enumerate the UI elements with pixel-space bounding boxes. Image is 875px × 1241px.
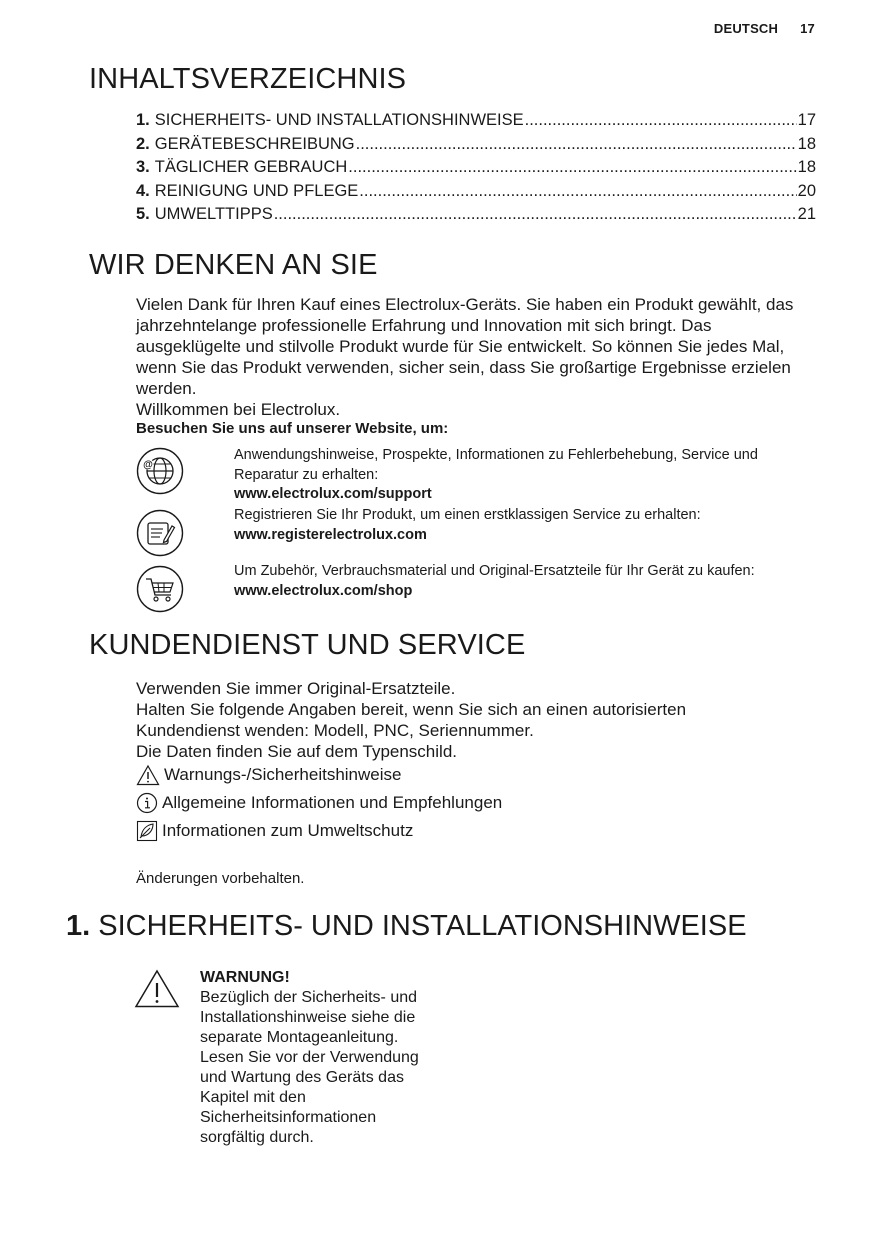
service-title: KUNDENDIENST UND SERVICE — [89, 629, 526, 661]
visit-heading: Besuchen Sie uns auf unserer Website, um: — [136, 420, 449, 437]
warning-triangle-icon — [136, 764, 160, 786]
shopping-cart-icon — [136, 565, 184, 613]
legend-info-label: Allgemeine Informationen und Empfehlungen — [162, 793, 503, 812]
warning-title: WARNUNG! — [200, 969, 290, 986]
warning-text: Bezüglich der Sicherheits- und Installationshinweise siehe die separate Montageanleitung. Lesen Sie vor der Verwendung und Wartung des Geräts das Kapitel mit den Sicherheitsinformationen sorgfältig durch. — [200, 989, 419, 1146]
toc-item[interactable] — [136, 182, 816, 206]
legend-warning — [136, 764, 401, 786]
safety-title — [66, 910, 747, 943]
service-body — [136, 678, 776, 762]
toc-item-number: 4. — [136, 181, 150, 200]
warning-box — [200, 968, 440, 1148]
toc-item-label: TÄGLICHER GEBRAUCH — [154, 158, 348, 176]
toc-leader-dots — [525, 111, 797, 130]
toc-item-number: 1. — [136, 111, 150, 129]
warning-triangle-icon — [133, 968, 181, 1010]
toc-item[interactable] — [136, 135, 816, 159]
shop-link-text-block — [234, 562, 814, 601]
support-description: Anwendungshinweise, Prospekte, Informationen zu Fehlerbehebung, Service und Reparatur zu erhalten: — [234, 447, 758, 483]
service-line: Halten Sie folgende Angaben bereit, wenn Sie sich an einen autorisierten Kundendienst wenden: Modell, PNC, Seriennummer. — [136, 700, 687, 740]
welcome-line: Willkommen bei Electrolux. — [136, 400, 341, 419]
safety-number: 1. — [66, 910, 91, 942]
register-description: Registrieren Sie Ihr Produkt, um einen erstklassigen Service zu erhalten: — [234, 507, 701, 523]
toc-leader-dots — [274, 205, 797, 224]
toc-item-label: UMWELTTIPPS — [154, 205, 273, 223]
legend-info — [136, 792, 502, 814]
toc-item-page: 18 — [797, 158, 816, 176]
register-url-link[interactable]: www.registerelectrolux.com — [234, 526, 427, 543]
legend-warning-label: Warnungs-/Sicherheitshinweise — [164, 765, 402, 784]
register-product-icon — [136, 509, 184, 557]
header-language: DEUTSCH — [713, 21, 779, 36]
welcome-title: WIR DENKEN AN SIE — [89, 249, 378, 281]
header-page-number: 17 — [800, 21, 815, 36]
welcome-body — [136, 294, 796, 420]
toc-leader-dots — [348, 158, 796, 177]
toc-leader-dots — [359, 182, 796, 201]
toc-item-label: GERÄTEBESCHREIBUNG — [154, 134, 355, 153]
toc-item[interactable] — [136, 111, 816, 135]
toc-title: INHALTSVERZEICHNIS — [89, 63, 407, 95]
info-icon — [136, 792, 158, 814]
toc-item-page: 21 — [797, 205, 816, 223]
legend-environment — [136, 820, 413, 842]
shop-description: Um Zubehör, Verbrauchsmaterial und Original-Ersatzteile für Ihr Gerät zu kaufen: — [234, 563, 755, 579]
svg-text:@: @ — [143, 459, 153, 471]
changes-note: Änderungen vorbehalten. — [136, 870, 305, 887]
support-link-text-block — [234, 446, 814, 505]
service-line: Verwenden Sie immer Original-Ersatzteile. — [136, 679, 456, 698]
legend-environment-label: Informationen zum Umweltschutz — [162, 821, 414, 840]
toc-item-label: SICHERHEITS- UND INSTALLATIONSHINWEISE — [154, 111, 524, 129]
welcome-paragraph: Vielen Dank für Ihren Kauf eines Electrolux-Geräts. Sie haben ein Produkt gewählt, das jahrzehntelange professionelle Erfahrung und Innovation mit sich bringt. Das ausgeklügelte und stilvolle Produkt wurde für Sie entwickelt. So können Sie jedes Mal, wenn Sie das Produkt verwenden, sicher sein, dass Sie großartige Ergebnisse erzielen werden. — [136, 295, 794, 398]
toc-leader-dots — [356, 135, 797, 154]
toc-item-page: 17 — [797, 111, 816, 129]
toc-item-label: REINIGUNG UND PFLEGE — [154, 181, 359, 200]
support-url-link[interactable]: www.electrolux.com/support — [234, 486, 432, 502]
web-globe-icon — [136, 447, 184, 495]
toc-item-number: 2. — [136, 134, 150, 153]
toc-item-number: 5. — [136, 205, 150, 223]
service-line: Die Daten finden Sie auf dem Typenschild. — [136, 742, 457, 761]
toc-item-page: 18 — [797, 134, 816, 153]
toc-item-number: 3. — [136, 158, 150, 176]
safety-title-text: SICHERHEITS- UND INSTALLATIONSHINWEISE — [98, 910, 747, 942]
page-header — [714, 21, 815, 36]
toc-item-page: 20 — [797, 181, 816, 200]
register-link-text-block — [234, 506, 814, 545]
leaf-icon — [136, 820, 158, 842]
shop-url-link[interactable]: www.electrolux.com/shop — [234, 582, 413, 599]
toc-item[interactable] — [136, 158, 816, 182]
table-of-contents — [136, 111, 816, 229]
toc-item[interactable] — [136, 205, 816, 229]
